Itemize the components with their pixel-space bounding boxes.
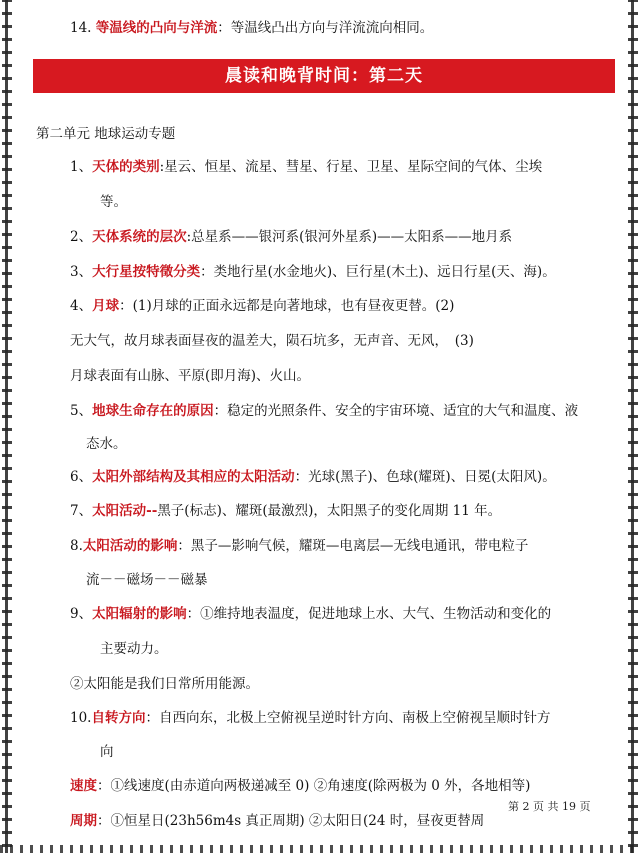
- item-4-cont1: 无大气，故月球表面昼夜的温差大，陨石坑多，无声音、无风， (3): [70, 333, 474, 349]
- item-5: 5、地球生命存在的原因：稳定的光照条件、安全的宇宙环境、适宜的大气和温度、液: [70, 403, 579, 419]
- item-14: 14. 等温线的凸向与洋流：等温线凸出方向与洋流流向相同。: [70, 20, 434, 36]
- item-10: 10.自转方向：自西向东，北极上空俯视呈逆时针方向、南极上空俯视呈顺时针方: [70, 710, 551, 726]
- item-7: 7、太阳活动--黑子(标志)、耀斑(最激烈)，太阳黑子的变化周期 11 年。: [70, 503, 502, 519]
- period-line: 周期：①恒星日(23h56m4s 真正周期) ②太阳日(24 时，昼夜更替周: [70, 813, 485, 829]
- page-number: 第 2 页 共 19 页: [508, 800, 591, 813]
- item-1: 1、天体的类别:星云、恒星、流星、彗星、行星、卫星、星际空间的气体、尘埃: [70, 159, 543, 175]
- section-banner: 晨读和晚背时间：第二天: [33, 59, 615, 93]
- speed-line: 速度：①线速度(由赤道向两极递减至 0) ②角速度(除两极为 0 外，各地相等): [70, 778, 531, 794]
- item-6: 6、太阳外部结构及其相应的太阳活动：光球(黑子)、色球(耀斑)、日冕(太阳风)。: [70, 469, 556, 485]
- item-8-cont: 流－－磁场－－磁暴: [86, 572, 208, 588]
- item-1-cont: 等。: [100, 194, 127, 210]
- right-decorative-border: [628, 0, 638, 853]
- item-2: 2、天体系统的层次:总星系——银河系(银河外星系)——太阳系——地月系: [70, 229, 513, 245]
- unit-title: 第二单元 地球运动专题: [36, 126, 176, 142]
- item-3: 3、大行星按特徵分类：类地行星(水金地火)、巨行星(木土)、远日行星(天、海)。: [70, 264, 556, 280]
- item-9: 9、太阳辐射的影响：①维持地表温度，促进地球上水、大气、生物活动和变化的: [70, 606, 552, 622]
- left-decorative-border: [2, 0, 12, 853]
- item-4: 4、月球：(1)月球的正面永远都是向著地球，也有昼夜更替。(2): [70, 298, 455, 314]
- item-9-cont2: ②太阳能是我们日常所用能源。: [70, 676, 259, 692]
- item-9-cont1: 主要动力。: [100, 641, 168, 657]
- item-8: 8.太阳活动的影响：黑子—影响气候，耀斑—电离层—无线电通讯，带电粒子: [70, 538, 529, 554]
- item-5-cont: 态水。: [86, 436, 127, 452]
- bottom-decorative-border: [0, 845, 640, 853]
- item-10-cont: 向: [100, 744, 114, 760]
- item-4-cont2: 月球表面有山脉、平原(即月海)、火山。: [70, 368, 311, 384]
